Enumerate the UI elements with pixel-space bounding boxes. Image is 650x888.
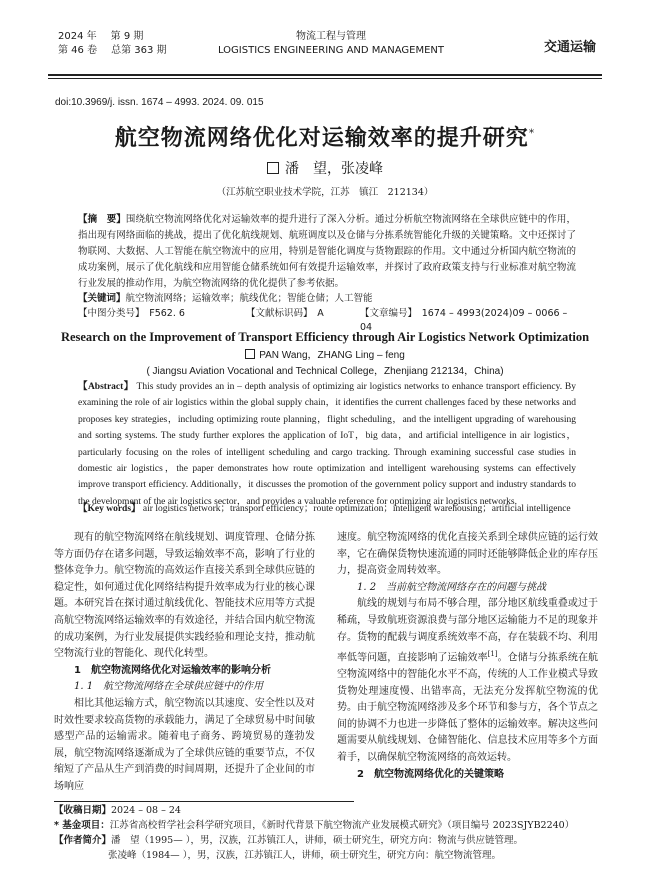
article-number: 【文章编号】 1674 – 4993(2024)09 – 0066 – 04 — [360, 308, 568, 333]
paragraph-continued: 速度。航空物流网络的优化直接关系到全球供应链的运行效率，它在确保货物快速流通的同时还能够降低企业的库存压力，提高资金周转效率。 — [337, 532, 598, 577]
fund-label: * 基金项目： — [54, 820, 110, 831]
issue: 第 9 期 — [110, 31, 144, 42]
paragraph-1-2-part1: 航线的规划与布局不够合理，部分地区航线重叠或过于稀疏，导致航班资源浪费与部分地区运输能力不足的现象并存。货物的配载与调度系统效率不高，存在装载不均、利用率低等问题，直接影响了运输效率 — [337, 598, 598, 664]
abstract-cn-text: 围绕航空物流网络优化对运输效率的提升进行了深入分析。通过分析航空物流网络在全球供应链中的作用，指出现有网络面临的挑战，提出了优化航线规划、航班调度以及仓储与分拣系统智能化升级的关键策略。文中还探讨了物联网、大数据、人工智能在航空物流中的应用，特别是智能化调度与货物跟踪的作用。文中通过分析国内航空物流的成功案例，展示了优化航线和应用智能仓储系统如何有效提升运输效率，并探讨了政府政策支持与行业标准对航空物流行业发展的推动作用，为航空物流网络的优化提供了参考依据。 — [78, 214, 576, 289]
author-marker — [267, 162, 279, 174]
author-bio-1-text: 潘 望（1995— ），男，汉族，江苏镇江人，讲师，硕士研究生，研究方向：物流与供应链管理。 — [111, 835, 523, 846]
intro-paragraph: 现有的航空物流网络在航线规划、调度管理、仓储分拣等方面仍存在诸多问题，导致运输效率不高，影响了行业的整体竞争力。航空物流的高效运作直接关系到全球供应链的稳定性，如何通过优化网络结构提升效率成为行业的核心课题。本研究旨在探讨通过航线优化、智能技术应用等方式提高航空物流网络运输效率的有效途径，并结合国内航空物流的成功案例，为行业发展提供实践经验和理论支持，推动航空物流行业的智能化、现代化转型。 — [54, 532, 315, 660]
affiliation: （江苏航空职业技术学院，江苏 镇江 212134） — [216, 187, 434, 198]
keywords-cn — [78, 292, 576, 306]
authors-text: 潘 望，张凌峰 — [285, 161, 383, 177]
paragraph-1-1: 相比其他运输方式，航空物流以其速度、安全性以及对时效性要求较高货物的承载能力，满足了全球贸易中时间敏感型产品的运输需求。随着电子商务、跨境贸易的蓬勃发展，航空物流网络逐渐成为了全球供应链的重要节点，不仅缩短了产品从生产到消费的时间周期，还提升了企业间的市场响应 — [54, 697, 315, 792]
article-title-en: Research on the Improvement of Transport Efficiency through Air Logistics Network Optimization — [60, 330, 590, 344]
subsection-heading-1-2: 1. 2 当前航空物流网络存在的问题与挑战 — [357, 581, 547, 593]
author-marker-en — [245, 349, 255, 359]
issue-info — [58, 30, 167, 58]
journal-name — [216, 30, 446, 58]
journal-name-cn: 物流工程与管理 — [296, 31, 366, 42]
document-code: 【文献标识码】 A — [246, 308, 324, 319]
keywords-en-text: air logistics network；transport efficiency；route optimization；intelligent warehousing；artificial intelligence — [142, 504, 571, 514]
keywords-cn-text: 航空物流网络；运输效率；航线优化；智能仓储；人工智能 — [125, 293, 373, 304]
citation-1[interactable]: [1] — [487, 650, 498, 659]
received-date — [54, 803, 604, 818]
fund-info — [54, 818, 604, 833]
abstract-en-text: This study provides an in – depth analysis of optimizing air logistics networks to enhance transport efficiency. By examining the role of air logistics within the global supply chain，it identifies the current challenges faced by these networks and proposes key strategies，including optimizing route planning，flight scheduling，and the intelligent upgrading of warehousing and sorting systems. The study further explores the application of IoT，big data，and artificial intelligence in air logistics，particularly focusing on the roles of intelligent scheduling and cargo tracking. Through examining successful case studies in domestic air logistics，the paper demonstrates how route optimization and intelligent warehousing systems can effectively improve transport efficiency. Additionally，it discusses the promotion of the government policy support and industry standards to the development of the air logistics sector，and provides a valuable reference for optimizing air logistics networks. — [78, 382, 577, 507]
section-heading-1: 1 航空物流网络优化对运输效率的影响分析 — [74, 664, 271, 676]
received-value: 2024 – 08 – 24 — [111, 805, 181, 816]
footnotes — [54, 803, 604, 863]
body-column-right — [337, 530, 598, 783]
keywords-cn-label: 【关键词】 — [78, 293, 126, 304]
author-bio-1 — [54, 833, 604, 848]
page-header — [48, 28, 602, 82]
title-text: 航空物流网络优化对运输效率的提升研究 — [114, 126, 529, 151]
journal-name-en: LOGISTICS ENGINEERING AND MANAGEMENT — [217, 45, 445, 56]
subsection-heading-1-1: 1. 1 航空物流网络在全球供应链中的作用 — [74, 681, 264, 693]
authors — [0, 158, 650, 178]
total-issue: 总第 363 期 — [111, 45, 167, 56]
abstract-en-label: 【Abstract】 — [78, 382, 134, 392]
section-heading-2: 2 航空物流网络优化的关键策略 — [357, 768, 504, 780]
paragraph-1-2 — [337, 596, 598, 766]
article-title — [0, 121, 650, 152]
abstract-cn-label: 【摘 要】 — [78, 214, 126, 225]
paragraph-1-2-part2: 。仓储与分拣系统在航空物流网络中的智能化水平不高，传统的人工作业模式导致货物处理速度慢、出错率高，无法充分发挥航空物流的优势。由于航空物流网络涉及多个环节和参与方，各个节点之间的协调不力也进一步降低了整体的运输效率。解决这些问题需要从航线规划、仓储智能化、信息技术应用等多个方面着手，以确保航空物流网络的高效运转。 — [337, 652, 599, 764]
volume: 第 46 卷 — [58, 45, 98, 56]
abstract-cn — [78, 212, 576, 292]
keywords-en — [78, 502, 576, 516]
header-rule-thick — [48, 74, 602, 76]
authors-en-text: PAN Wang，ZHANG Ling – feng — [259, 350, 405, 361]
year: 2024 年 — [58, 31, 97, 42]
fund-value: 江苏省高校哲学社会科学研究项目，《新时代背景下航空物流产业发展模式研究》（项目编号 2023SJYB2240） — [109, 820, 575, 831]
clc-number: 【中图分类号】 F562. 6 — [78, 308, 185, 319]
header-rule-thin — [48, 78, 602, 79]
affiliation-en: ( Jiangsu Aviation Vocational and Technical College，Zhenjiang 212134，China) — [146, 366, 504, 377]
section-label: 交通运输 — [543, 40, 596, 55]
doi: doi:10.3969/j. issn. 1674 – 4993. 2024. 09. 015 — [55, 97, 264, 108]
author-bio-2: 张凌峰（1984— ），男，汉族，江苏镇江人，讲师，硕士研究生，研究方向：航空物流管理。 — [108, 850, 501, 861]
body-column-left — [54, 530, 315, 796]
author-bio-label: 【作者简介】 — [54, 835, 112, 846]
title-footnote-mark: * — [528, 126, 536, 140]
received-label: 【收稿日期】 — [54, 805, 112, 816]
abstract-en — [78, 379, 576, 510]
footnote-rule — [54, 801, 354, 802]
authors-en — [0, 346, 650, 361]
keywords-en-label: 【Key words】 — [78, 504, 141, 514]
